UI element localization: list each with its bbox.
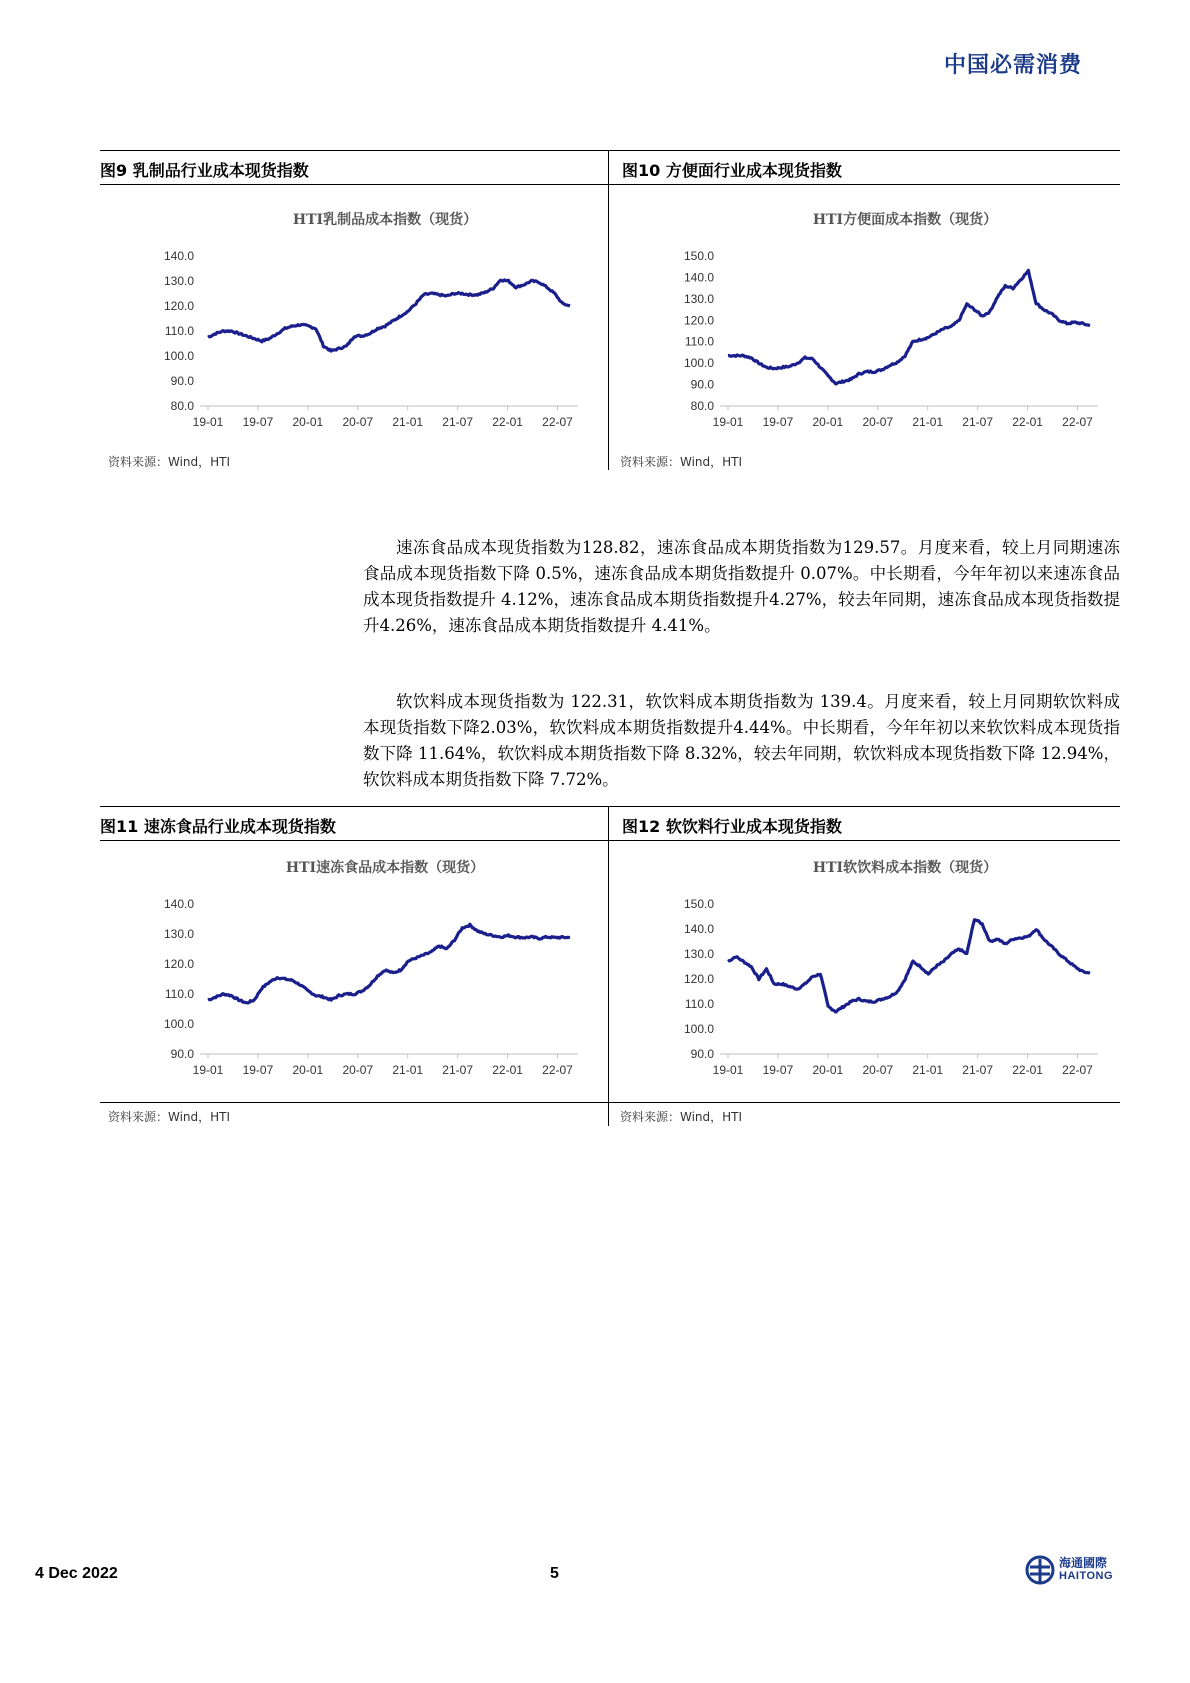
figure-12-title: 图12 软饮料行业成本现货指数	[622, 817, 842, 836]
paragraph-frozen-food: 速冻食品成本现货指数为128.82，速冻食品成本期货指数为129.57。月度来看，较上月同期速冻食品成本现货指数下降 0.5%，速冻食品成本期货指数提升 0.07%。中长期看，今年年初以来速冻食品成本现货指数提升 4.12%，速冻食品成本期货指数提升4.27%，较去年同期，速冻食品成本现货指数提升4.26%，速冻食品成本期货指数提升 4.41%。	[363, 538, 1120, 635]
y-tick-label: 80.0	[170, 399, 194, 413]
logo-chinese-name: 海通國際	[1059, 1556, 1108, 1570]
x-tick-label: 19-07	[762, 415, 794, 429]
y-tick-label: 80.0	[690, 399, 714, 413]
table-bottom-rule	[100, 1102, 1120, 1103]
x-tick-label: 20-01	[292, 415, 324, 429]
x-tick-label: 19-07	[242, 1063, 274, 1077]
x-tick-label: 21-07	[962, 1063, 994, 1077]
y-tick-label: 130.0	[683, 947, 714, 961]
x-tick-label: 21-07	[962, 415, 994, 429]
figure-10-chart	[660, 200, 1110, 450]
x-tick-label: 22-01	[1012, 415, 1043, 429]
table-divider	[608, 150, 609, 470]
y-tick-label: 120.0	[163, 957, 194, 971]
figure-10-source: 资料来源：Wind，HTI	[620, 455, 743, 469]
figure-9-title: 图9 乳制品行业成本现货指数	[100, 161, 309, 180]
y-tick-label: 110.0	[164, 324, 194, 338]
x-tick-label: 20-07	[862, 1063, 894, 1077]
table-header-rule	[100, 184, 1120, 185]
figure-11-chart	[140, 848, 590, 1098]
figure-11-title: 图11 速冻食品行业成本现货指数	[100, 817, 336, 836]
y-tick-label: 100.0	[683, 356, 714, 371]
y-tick-label: 90.0	[690, 1047, 714, 1061]
y-tick-label: 110.0	[684, 334, 714, 349]
y-tick-label: 110.0	[684, 997, 714, 1011]
x-tick-label: 21-07	[442, 415, 474, 429]
y-tick-label: 120.0	[683, 313, 714, 328]
figure-11-source: 资料来源：Wind，HTI	[108, 1110, 231, 1124]
x-tick-label: 22-01	[492, 415, 523, 429]
figure-10-title: 图10 方便面行业成本现货指数	[622, 161, 842, 180]
chart-title: HTI软饮料成本指数（现货）	[812, 860, 998, 876]
x-tick-label: 19-07	[242, 415, 274, 429]
series-line	[728, 270, 1090, 384]
x-tick-label: 20-01	[292, 1063, 324, 1077]
x-tick-label: 22-07	[1062, 1063, 1093, 1077]
y-tick-label: 90.0	[690, 377, 714, 392]
x-tick-label: 21-01	[912, 415, 944, 429]
figure-table-bottom	[100, 806, 1120, 1126]
figure-9-source: 资料来源：Wind，HTI	[108, 455, 231, 469]
figure-9-chart	[140, 200, 590, 450]
x-tick-label: 19-01	[712, 415, 744, 429]
x-tick-label: 19-01	[192, 1063, 224, 1077]
figure-12-source: 资料来源：Wind，HTI	[620, 1110, 743, 1124]
y-tick-label: 100.0	[683, 1022, 714, 1036]
x-tick-label: 21-01	[392, 415, 424, 429]
chart-title: HTI乳制品成本指数（现货）	[292, 212, 478, 228]
x-tick-label: 20-07	[862, 415, 894, 429]
y-tick-label: 140.0	[163, 249, 194, 263]
x-tick-label: 19-07	[762, 1063, 794, 1077]
x-tick-label: 20-01	[812, 1063, 844, 1077]
x-tick-label: 20-01	[812, 415, 844, 429]
haitong-logo	[1025, 1555, 1113, 1585]
figure-12-chart	[660, 848, 1110, 1098]
logo-english-name: HAITONG	[1059, 1570, 1114, 1582]
table-divider	[608, 806, 609, 1126]
y-tick-label: 150.0	[683, 249, 714, 263]
y-tick-label: 120.0	[163, 299, 194, 313]
paragraph-soft-drinks: 软饮料成本现货指数为 122.31，软饮料成本期货指数为 139.4。月度来看，较上月同期软饮料成本现货指数下降2.03%，软饮料成本期货指数提升4.44%。中长期看，今年年初以来软饮料成本现货指数下降 11.64%，软饮料成本期货指数下降 8.32%，较去年同期，软饮料成本现货指数下降 12.94%，软饮料成本期货指数下降 7.72%。	[363, 692, 1120, 789]
y-tick-label: 100.0	[163, 1017, 194, 1031]
header-title: 中国必需消费	[943, 53, 1082, 78]
x-tick-label: 21-01	[392, 1063, 424, 1077]
y-tick-label: 100.0	[163, 349, 194, 363]
y-tick-label: 110.0	[164, 987, 194, 1001]
y-tick-label: 90.0	[170, 374, 194, 388]
x-tick-label: 19-01	[192, 415, 224, 429]
table-top-rule	[100, 806, 1120, 807]
table-top-rule	[100, 150, 1120, 151]
x-tick-label: 22-07	[542, 1063, 573, 1077]
x-tick-label: 22-01	[492, 1063, 523, 1077]
table-header-rule	[100, 840, 1120, 841]
series-line	[728, 920, 1090, 1012]
y-tick-label: 140.0	[683, 270, 714, 285]
x-tick-label: 19-01	[712, 1063, 744, 1077]
x-tick-label: 20-07	[342, 1063, 374, 1077]
y-tick-label: 130.0	[163, 274, 194, 288]
series-line	[208, 280, 570, 351]
y-tick-label: 140.0	[683, 922, 714, 936]
chart-title: HTI方便面成本指数（现货）	[812, 212, 998, 228]
y-tick-label: 130.0	[163, 927, 194, 941]
series-line	[208, 924, 570, 1003]
footer-date: 4 Dec 2022	[35, 1565, 118, 1582]
x-tick-label: 21-07	[442, 1063, 474, 1077]
haitong-logo-icon	[1025, 1555, 1055, 1585]
page-number: 5	[550, 1565, 559, 1582]
x-tick-label: 21-01	[912, 1063, 944, 1077]
y-tick-label: 120.0	[683, 972, 714, 986]
x-tick-label: 22-01	[1012, 1063, 1043, 1077]
x-tick-label: 22-07	[1062, 415, 1093, 429]
x-tick-label: 20-07	[342, 415, 374, 429]
y-tick-label: 140.0	[163, 897, 194, 911]
chart-title: HTI速冻食品成本指数（现货）	[285, 860, 485, 876]
figure-table-top	[100, 150, 1120, 470]
x-tick-label: 22-07	[542, 415, 573, 429]
y-tick-label: 90.0	[170, 1047, 194, 1061]
y-tick-label: 150.0	[683, 897, 714, 911]
y-tick-label: 130.0	[683, 291, 714, 306]
